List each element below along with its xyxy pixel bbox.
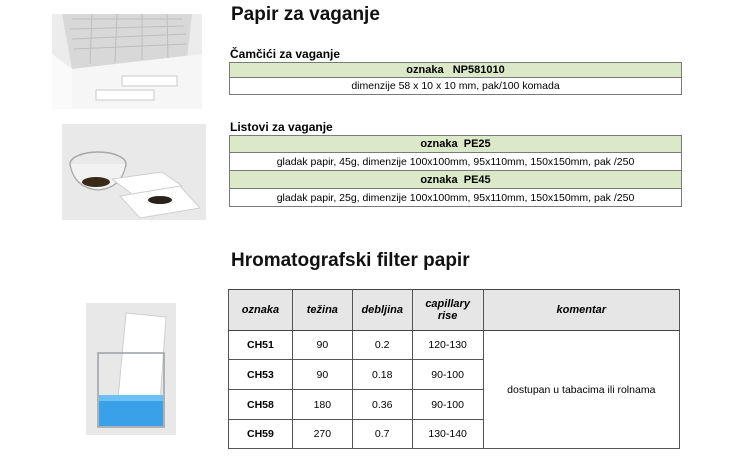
weighing-sheets-table xyxy=(229,135,682,207)
header-capillary-rise xyxy=(412,290,483,331)
chromatography-paper-image xyxy=(86,303,176,435)
code-label: oznaka xyxy=(420,138,458,150)
weighing-boats-table xyxy=(229,62,682,95)
row-rise: 130-140 xyxy=(412,420,483,449)
code-cell xyxy=(230,63,682,78)
code-value: PE25 xyxy=(463,138,491,150)
row-thickness: 0.2 xyxy=(352,331,412,360)
row-rise: 120-130 xyxy=(412,331,483,360)
weighing-sheets-image xyxy=(62,124,206,220)
row-code: CH53 xyxy=(229,360,293,390)
comment-cell: dostupan u tabacima ili rolnama xyxy=(483,331,679,449)
code-label: oznaka xyxy=(420,173,458,186)
header-comment: komentar xyxy=(483,290,679,331)
row-code: CH58 xyxy=(229,390,293,420)
row-rise: 90-100 xyxy=(412,390,483,420)
row-weight: 90 xyxy=(292,331,352,360)
row-rise: 90-100 xyxy=(412,360,483,390)
header-thickness: debljina xyxy=(352,290,412,331)
row-thickness: 0.18 xyxy=(352,360,412,390)
code-value: NP581010 xyxy=(452,64,505,76)
row-weight: 90 xyxy=(292,360,352,390)
description-cell: gladak papir, 25g, dimenzije 100x100mm, 95x110mm, 150x150mm, pak /250 xyxy=(230,189,682,207)
row-weight: 180 xyxy=(292,390,352,420)
weighing-boats-heading: Čamčići za vaganje xyxy=(230,47,341,61)
row-code: CH51 xyxy=(229,331,293,360)
code-cell xyxy=(230,171,682,189)
header-rise-line1: capillary xyxy=(425,298,470,310)
chromatography-title: Hromatografski filter papir xyxy=(231,250,470,271)
weighing-boats-image xyxy=(52,14,202,109)
chromatography-table xyxy=(228,289,680,449)
row-thickness: 0.36 xyxy=(352,390,412,420)
description-cell: gladak papir, 45g, dimenzije 100x100mm, 95x110mm, 150x150mm, pak /250 xyxy=(230,153,682,171)
header-code: oznaka xyxy=(229,290,293,331)
table-row xyxy=(229,331,680,360)
description-cell: dimenzije 58 x 10 x 10 mm, pak/100 komada xyxy=(230,78,682,95)
row-code: CH59 xyxy=(229,420,293,449)
header-rise-line2: rise xyxy=(437,310,458,322)
row-thickness: 0.7 xyxy=(352,420,412,449)
weighing-sheets-heading: Listovi za vaganje xyxy=(230,120,333,134)
weighing-paper-title: Papir za vaganje xyxy=(231,4,380,25)
row-weight: 270 xyxy=(292,420,352,449)
header-weight: težina xyxy=(292,290,352,331)
code-cell xyxy=(230,136,682,153)
code-label: oznaka xyxy=(406,64,444,76)
code-value: PE45 xyxy=(463,173,491,186)
